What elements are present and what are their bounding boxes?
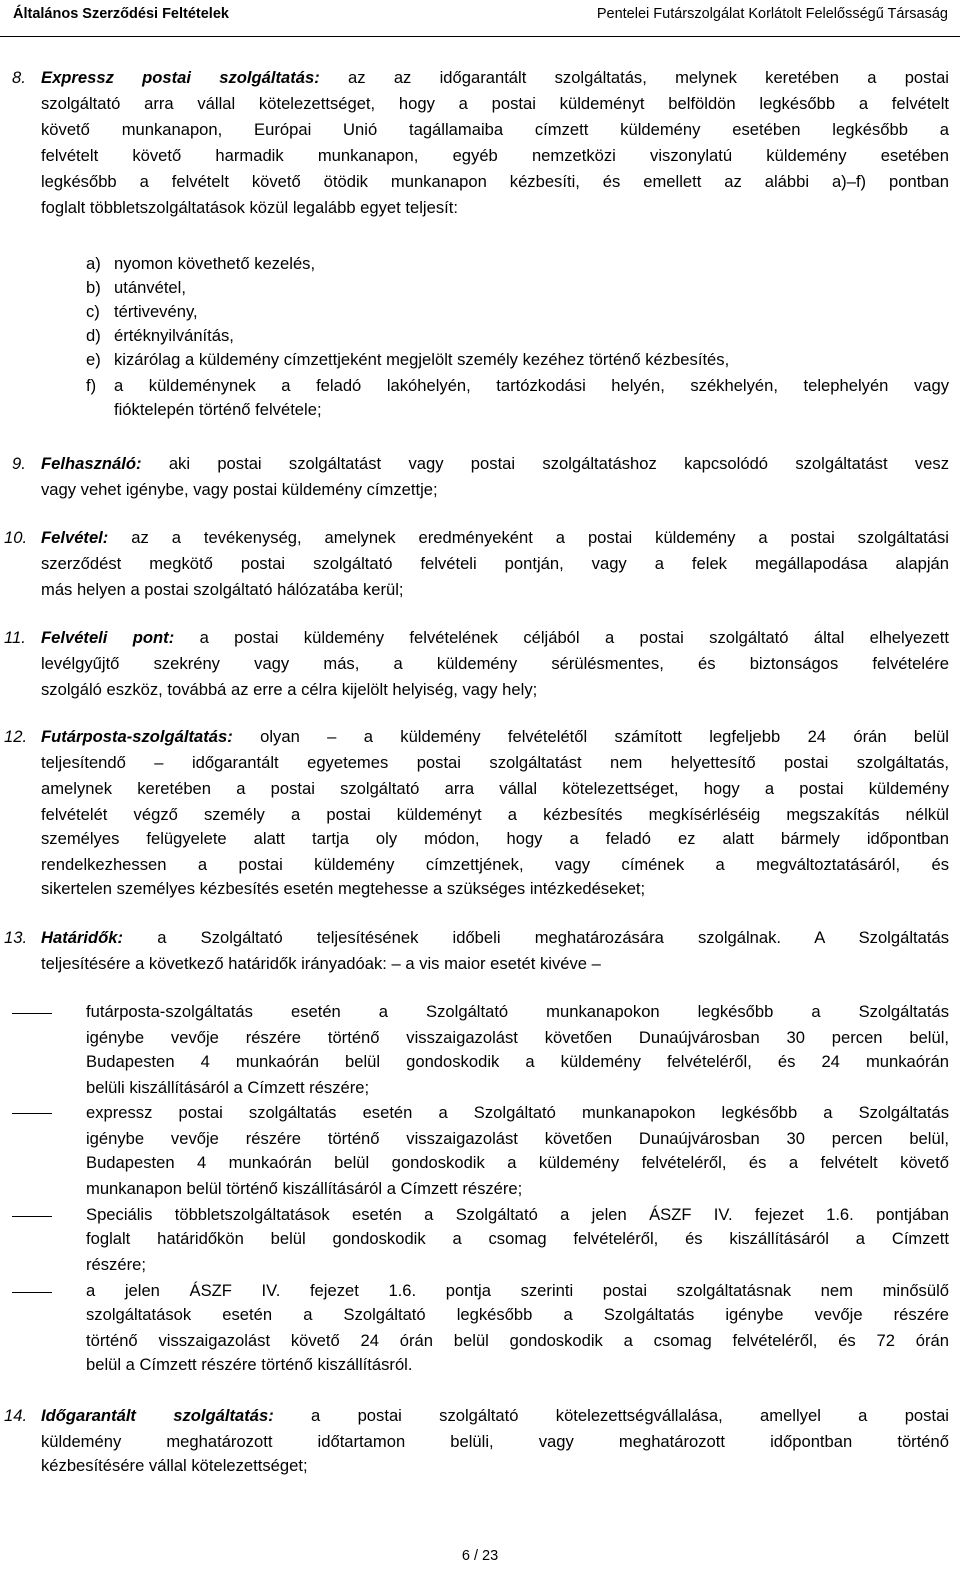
- definition-term: Felhasználó:: [41, 454, 142, 473]
- definition-line: követő munkanapon, Európai Unió tagállamaiba címzett küldemény esetében legkésőbb a: [41, 120, 949, 139]
- bullet-line: belüli kiszállításáról a Címzett részére;: [86, 1078, 370, 1097]
- definition-line: szolgáltató arra vállal kötelezettséget, hogy a postai küldeményt belföldön legkésőbb a felvételt: [41, 94, 949, 113]
- definition-number: 11.: [4, 628, 26, 647]
- dash-bullet-icon: [12, 1113, 52, 1114]
- definition-line: rendelkezhessen a postai küldemény címzettjének, vagy címének a megváltoztatásáról, és: [41, 855, 949, 874]
- list-item-label: e): [86, 350, 101, 369]
- definition-line: Határidők: a Szolgáltató teljesítésének időbeli meghatározására szolgálnak. A Szolgáltatás: [41, 928, 949, 947]
- bullet-line: foglalt határidőkön belül gondoskodik a csomag felvételéről, és kiszállításáról a Címzett: [86, 1229, 949, 1248]
- list-item-text: utánvétel,: [114, 278, 186, 297]
- list-item-label: a): [86, 254, 101, 273]
- list-item-text: a küldeménynek a feladó lakóhelyén, tartózkodási helyén, székhelyén, telephelyén vagy: [114, 376, 949, 395]
- bullet-line: a jelen ÁSZF IV. fejezet 1.6. pontja szerinti postai szolgáltatásnak nem minősülő: [86, 1281, 949, 1300]
- bullet-line: történő visszaigazolást követő 24 órán belül gondoskodik a csomag felvételéről, és 72 órán: [86, 1331, 949, 1350]
- definition-line: sikertelen személyes kézbesítés esetén megtehesse a szükséges intézkedéseket;: [41, 879, 646, 898]
- list-item-text: kizárólag a küldemény címzettjeként megjelölt személy kezéhez történő kézbesítés,: [114, 350, 730, 369]
- header-company-name: Pentelei Futárszolgálat Korlátolt Felelősségű Társaság: [596, 6, 948, 22]
- definition-line: szolgáló eszköz, továbbá az erre a célra kijelölt helyiség, vagy hely;: [41, 680, 538, 699]
- bullet-line: igénybe vevője részére történő visszaigazolást követően Dunaújvárosban 30 percen belül,: [86, 1028, 949, 1047]
- list-item-text: tértivevény,: [114, 302, 198, 321]
- definition-line: foglalt többletszolgáltatások közül legalább egyet teljesít:: [41, 198, 458, 217]
- definition-line: személyes felügyelete alatt tartja oly módon, hogy a feladó ez alatt bármely időpontban: [41, 829, 949, 848]
- definition-number: 12.: [4, 727, 28, 746]
- list-item-text: értéknyilvánítás,: [114, 326, 234, 345]
- definition-line: legkésőbb a felvételt követő ötödik munkanapon kézbesíti, és emellett az alábbi a)–f) pontban: [41, 172, 949, 191]
- definition-line: kézbesítésére vállal kötelezettséget;: [41, 1456, 308, 1475]
- bullet-line: Budapesten 4 munkaórán belül gondoskodik a küldemény felvételéről, és 24 munkaórán: [86, 1052, 949, 1071]
- list-item-label: f): [86, 376, 97, 395]
- page-header: [0, 6, 960, 30]
- dash-bullet-icon: [12, 1013, 52, 1014]
- definition-line: Időgarantált szolgáltatás: a postai szolgáltató kötelezettségvállalása, amellyel a postai: [41, 1406, 949, 1425]
- definition-term: Felvételi pont:: [41, 628, 175, 647]
- list-item-label: c): [86, 302, 100, 321]
- definition-line: teljesítésére a következő határidők irányadóak: – a vis maior esetét kivéve –: [41, 954, 601, 973]
- definition-number: 9.: [12, 454, 26, 473]
- definition-line: szerződést megkötő postai szolgáltató felvételi pontján, vagy a felek megállapodása alapján: [41, 554, 949, 573]
- list-item-text: nyomon követhető kezelés,: [114, 254, 316, 273]
- definition-number: 14.: [4, 1406, 28, 1425]
- definition-number: 10.: [4, 528, 28, 547]
- definition-line: Felvétel: az a tevékenység, amelynek eredményeként a postai küldemény a postai szolgáltatási: [41, 528, 949, 547]
- definition-line: teljesítendő – időgarantált egyetemes postai szolgáltatást nem helyettesítő postai szolgáltatás,: [41, 753, 949, 772]
- definition-line: Expressz postai szolgáltatás: az az időgarantált szolgáltatás, melynek keretében a postai: [41, 68, 949, 87]
- definition-line: Felvételi pont: a postai küldemény felvételének céljából a postai szolgáltató által elhelyezett: [41, 628, 949, 647]
- definition-number: 8.: [12, 68, 26, 87]
- definition-term: Futárposta-szolgáltatás:: [41, 727, 233, 746]
- bullet-line: részére;: [86, 1255, 146, 1274]
- dash-bullet-icon: [12, 1292, 52, 1293]
- bullet-line: expressz postai szolgáltatás esetén a Szolgáltató munkanapokon legkésőbb a Szolgáltatás: [86, 1103, 949, 1122]
- definition-line: amelynek keretében a postai szolgáltató arra vállal kötelezettséget, hogy a postai küldemény: [41, 779, 949, 798]
- page-number: 6 / 23: [461, 1548, 499, 1564]
- definition-line: Futárposta-szolgáltatás: olyan – a küldemény felvételétől számított legfeljebb 24 órán belül: [41, 727, 949, 746]
- definition-term: Expressz postai szolgáltatás:: [41, 68, 320, 87]
- list-item-label: d): [86, 326, 101, 345]
- definition-line: vagy vehet igénybe, vagy postai küldemény címzettje;: [41, 480, 438, 499]
- bullet-line: szolgáltatások esetén a Szolgáltató legkésőbb a Szolgáltatás igénybe vevője részére: [86, 1305, 949, 1324]
- definition-number: 13.: [4, 928, 28, 947]
- header-document-title: Általános Szerződési Feltételek: [13, 6, 229, 22]
- list-item-label: b): [86, 278, 101, 297]
- bullet-line: belül a Címzett részére történő kiszállításról.: [86, 1355, 413, 1374]
- definition-term: Időgarantált szolgáltatás:: [41, 1406, 274, 1425]
- bullet-line: Speciális többletszolgáltatások esetén a Szolgáltató a jelen ÁSZF IV. fejezet 1.6. pontjában: [86, 1205, 949, 1224]
- definition-line: Felhasználó: aki postai szolgáltatást vagy postai szolgáltatáshoz kapcsolódó szolgáltatást vesz: [41, 454, 949, 473]
- definition-line: küldemény meghatározott időtartamon belüli, vagy meghatározott időpontban történő: [41, 1432, 949, 1451]
- dash-bullet-icon: [12, 1216, 52, 1217]
- definition-line: felvételét végző személy a postai küldeményt a kézbesítés megkísérléséig megszakítás nélkül: [41, 805, 949, 824]
- list-item-text-continued: fióktelepén történő felvétele;: [114, 400, 322, 419]
- bullet-line: igénybe vevője részére történő visszaigazolást követően Dunaújvárosban 30 percen belül,: [86, 1129, 949, 1148]
- definition-line: más helyen a postai szolgáltató hálózatába kerül;: [41, 580, 404, 599]
- definition-line: felvételt követő harmadik munkanapon, egyéb nemzetközi viszonylatú küldemény esetében: [41, 146, 949, 165]
- header-divider: [0, 36, 960, 37]
- definition-term: Határidők:: [41, 928, 124, 947]
- definition-term: Felvétel:: [41, 528, 109, 547]
- bullet-line: futárposta-szolgáltatás esetén a Szolgáltató munkanapokon legkésőbb a Szolgáltatás: [86, 1002, 949, 1021]
- bullet-line: Budapesten 4 munkaórán belül gondoskodik a küldemény felvételéről, és a felvételt követő: [86, 1153, 949, 1172]
- bullet-line: munkanapon belül történő kiszállításáról a Címzett részére;: [86, 1179, 523, 1198]
- definition-line: levélgyűjtő szekrény vagy más, a küldemény sérülésmentes, és biztonságos felvételére: [41, 654, 949, 673]
